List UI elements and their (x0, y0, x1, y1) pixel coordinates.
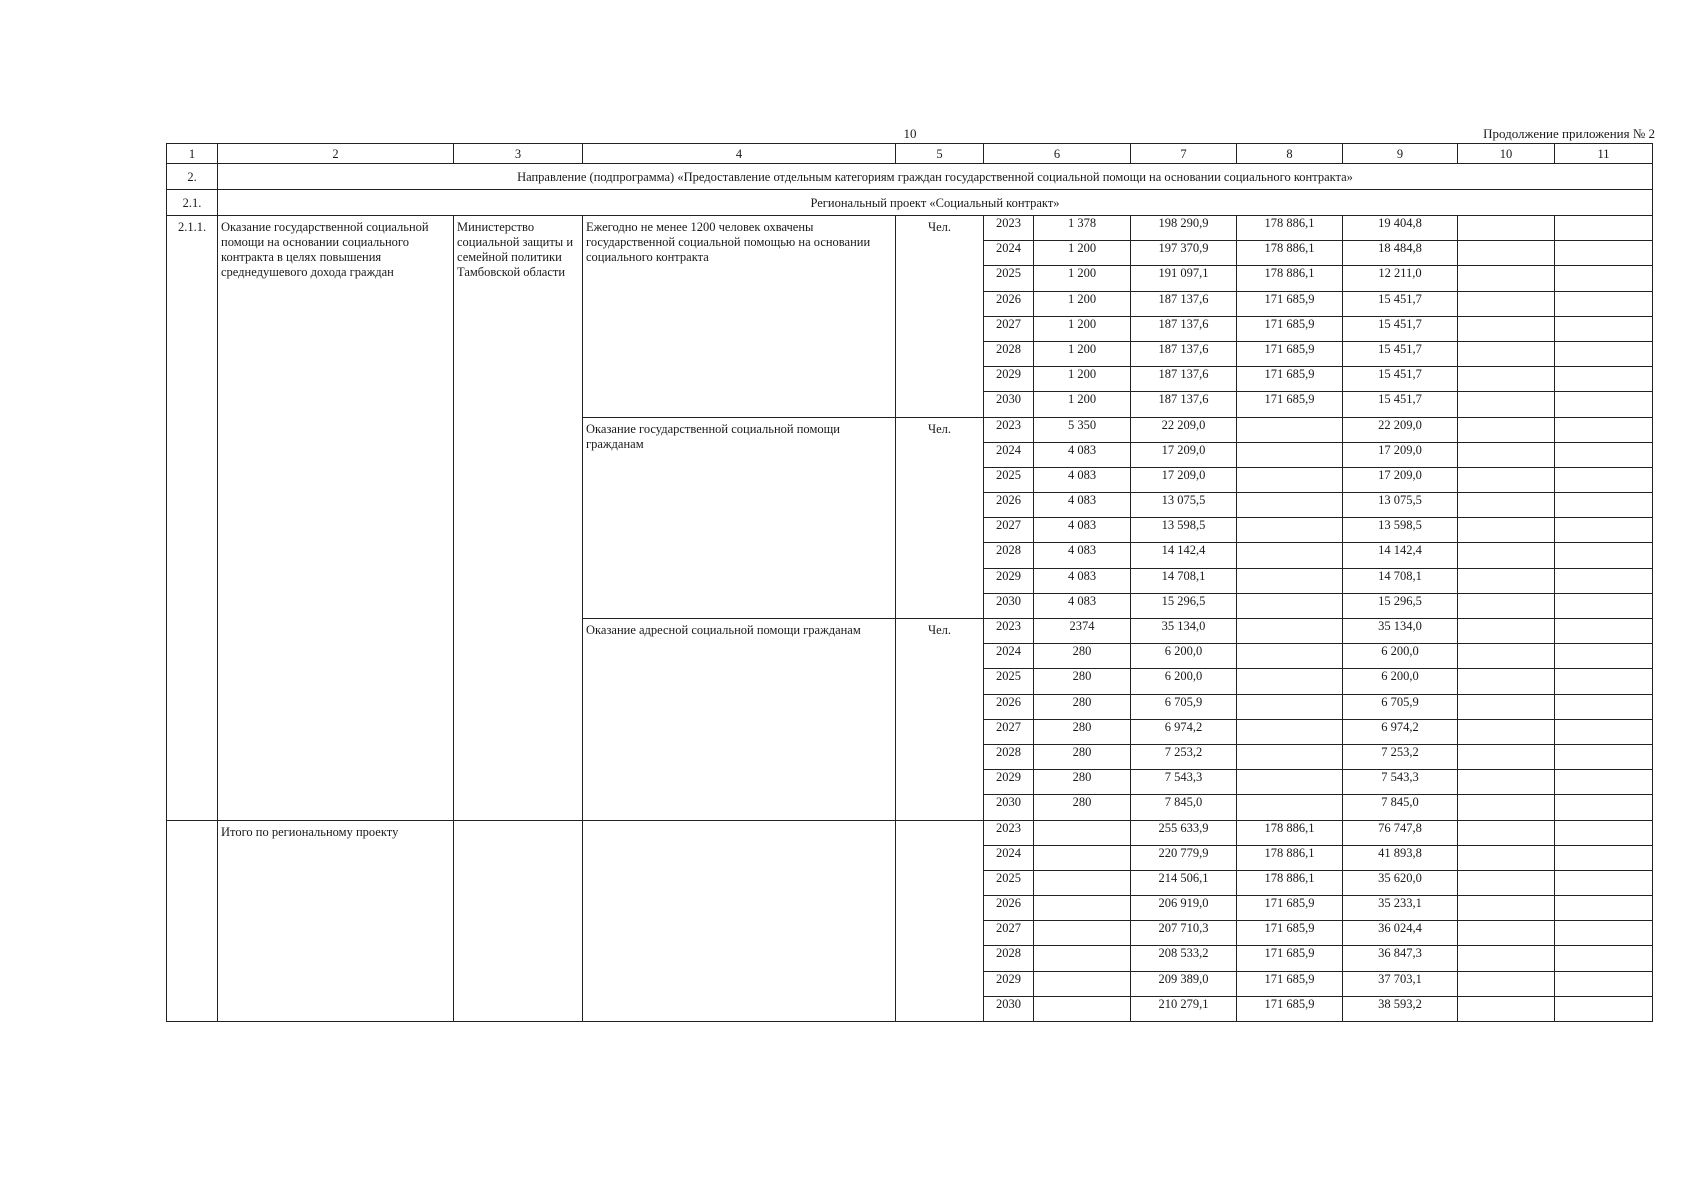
year-cell: 2026 (984, 694, 1034, 719)
year-cell: 2027 (984, 518, 1034, 543)
table-body (167, 144, 1653, 1022)
empty-cell (1458, 241, 1555, 266)
federal-funding-cell: 171 685,9 (1237, 996, 1343, 1021)
indicator-value-cell: 4 083 (1034, 442, 1131, 467)
indicator-unit: Чел. (896, 619, 984, 821)
indicator-value-cell: 1 378 (1034, 216, 1131, 241)
year-cell: 2028 (984, 946, 1034, 971)
total-funding-cell: 13 075,5 (1131, 493, 1237, 518)
regional-funding-cell: 41 893,8 (1343, 845, 1458, 870)
federal-funding-cell: 171 685,9 (1237, 341, 1343, 366)
year-cell: 2023 (984, 820, 1034, 845)
indicator-value-cell: 280 (1034, 795, 1131, 820)
year-cell: 2024 (984, 442, 1034, 467)
regional-funding-cell: 15 451,7 (1343, 392, 1458, 417)
federal-funding-cell (1237, 543, 1343, 568)
year-cell: 2026 (984, 896, 1034, 921)
federal-funding-cell (1237, 694, 1343, 719)
empty-cell (1458, 870, 1555, 895)
total-funding-cell: 210 279,1 (1131, 996, 1237, 1021)
federal-funding-cell (1237, 744, 1343, 769)
total-funding-cell: 7 543,3 (1131, 770, 1237, 795)
column-number: 11 (1555, 144, 1653, 164)
empty-cell (1555, 467, 1653, 492)
empty-cell (1555, 316, 1653, 341)
year-cell: 2028 (984, 744, 1034, 769)
empty-cell (1458, 795, 1555, 820)
total-funding-cell: 14 142,4 (1131, 543, 1237, 568)
empty-cell (1458, 543, 1555, 568)
empty-cell (1458, 568, 1555, 593)
federal-funding-cell (1237, 619, 1343, 644)
empty-cell (1034, 946, 1131, 971)
empty-cell (1555, 870, 1653, 895)
empty-cell (1555, 392, 1653, 417)
regional-funding-cell: 35 620,0 (1343, 870, 1458, 895)
total-funding-cell: 6 705,9 (1131, 694, 1237, 719)
empty-cell (1555, 593, 1653, 618)
indicator-value-cell: 1 200 (1034, 241, 1131, 266)
regional-funding-cell: 14 708,1 (1343, 568, 1458, 593)
empty-cell (1458, 946, 1555, 971)
empty-cell (1555, 518, 1653, 543)
regional-funding-cell: 36 847,3 (1343, 946, 1458, 971)
federal-funding-cell (1237, 417, 1343, 442)
empty-cell (1034, 971, 1131, 996)
measure-code: 2.1.1. (167, 216, 218, 821)
column-number: 7 (1131, 144, 1237, 164)
total-funding-cell: 206 919,0 (1131, 896, 1237, 921)
indicator-value-cell: 5 350 (1034, 417, 1131, 442)
federal-funding-cell: 178 886,1 (1237, 820, 1343, 845)
indicator-value-cell: 1 200 (1034, 291, 1131, 316)
regional-funding-cell: 76 747,8 (1343, 820, 1458, 845)
year-cell: 2030 (984, 392, 1034, 417)
indicator-value-cell: 4 083 (1034, 543, 1131, 568)
empty-cell (1555, 770, 1653, 795)
empty-cell (1555, 744, 1653, 769)
empty-cell (1458, 341, 1555, 366)
empty-cell (1555, 291, 1653, 316)
indicator-value-cell: 1 200 (1034, 316, 1131, 341)
empty-cell (1458, 820, 1555, 845)
column-number: 9 (1343, 144, 1458, 164)
regional-funding-cell: 18 484,8 (1343, 241, 1458, 266)
empty-cell (1458, 669, 1555, 694)
empty-cell (1555, 669, 1653, 694)
total-funding-cell: 14 708,1 (1131, 568, 1237, 593)
federal-funding-cell: 178 886,1 (1237, 216, 1343, 241)
indicator-value-cell: 1 200 (1034, 341, 1131, 366)
empty-cell (1458, 442, 1555, 467)
indicator-value-cell: 280 (1034, 644, 1131, 669)
regional-funding-cell: 35 134,0 (1343, 619, 1458, 644)
total-funding-cell: 22 209,0 (1131, 417, 1237, 442)
column-number: 10 (1458, 144, 1555, 164)
total-funding-cell: 13 598,5 (1131, 518, 1237, 543)
indicator-value-cell: 4 083 (1034, 493, 1131, 518)
year-cell: 2025 (984, 870, 1034, 895)
total-funding-cell: 214 506,1 (1131, 870, 1237, 895)
indicator-unit: Чел. (896, 216, 984, 418)
empty-cell (1458, 493, 1555, 518)
indicator-value-cell: 280 (1034, 669, 1131, 694)
regional-funding-cell: 6 705,9 (1343, 694, 1458, 719)
federal-funding-cell: 171 685,9 (1237, 921, 1343, 946)
indicator-value-cell: 4 083 (1034, 568, 1131, 593)
year-cell: 2029 (984, 971, 1034, 996)
year-cell: 2029 (984, 568, 1034, 593)
empty-cell (1555, 719, 1653, 744)
empty-cell (1458, 971, 1555, 996)
empty-cell (1458, 518, 1555, 543)
empty-cell (1555, 341, 1653, 366)
year-cell: 2027 (984, 719, 1034, 744)
federal-funding-cell (1237, 493, 1343, 518)
empty-cell (1555, 216, 1653, 241)
regional-funding-cell: 19 404,8 (1343, 216, 1458, 241)
indicator-value-cell: 2374 (1034, 619, 1131, 644)
empty-cell (1458, 291, 1555, 316)
federal-funding-cell (1237, 770, 1343, 795)
direction-code: 2. (167, 164, 218, 190)
regional-funding-cell: 15 451,7 (1343, 367, 1458, 392)
total-funding-cell: 17 209,0 (1131, 442, 1237, 467)
empty-cell (1555, 493, 1653, 518)
federal-funding-cell: 171 685,9 (1237, 291, 1343, 316)
year-cell: 2025 (984, 467, 1034, 492)
federal-funding-cell (1237, 593, 1343, 618)
program-table (166, 143, 1653, 1022)
column-number: 8 (1237, 144, 1343, 164)
indicator-value-cell: 4 083 (1034, 593, 1131, 618)
empty-cell (1555, 266, 1653, 291)
year-cell: 2024 (984, 845, 1034, 870)
regional-funding-cell: 15 451,7 (1343, 341, 1458, 366)
federal-funding-cell (1237, 442, 1343, 467)
year-cell: 2027 (984, 921, 1034, 946)
table-row (167, 216, 1653, 241)
total-row (167, 820, 1653, 845)
indicator-value-cell: 280 (1034, 719, 1131, 744)
federal-funding-cell: 171 685,9 (1237, 946, 1343, 971)
federal-funding-cell (1237, 568, 1343, 593)
total-funding-cell: 187 137,6 (1131, 367, 1237, 392)
empty-cell (1555, 946, 1653, 971)
regional-funding-cell: 12 211,0 (1343, 266, 1458, 291)
regional-funding-cell: 14 142,4 (1343, 543, 1458, 568)
empty-cell (1458, 996, 1555, 1021)
total-code-cell (167, 820, 218, 1022)
indicator-value-cell: 280 (1034, 744, 1131, 769)
year-cell: 2025 (984, 669, 1034, 694)
regional-funding-cell: 15 451,7 (1343, 316, 1458, 341)
empty-cell (1555, 795, 1653, 820)
empty-cell (1458, 744, 1555, 769)
regional-funding-cell: 17 209,0 (1343, 467, 1458, 492)
year-cell: 2026 (984, 493, 1034, 518)
total-funding-cell: 197 370,9 (1131, 241, 1237, 266)
total-funding-cell: 6 200,0 (1131, 644, 1237, 669)
regional-funding-cell: 17 209,0 (1343, 442, 1458, 467)
total-funding-cell: 17 209,0 (1131, 467, 1237, 492)
year-cell: 2030 (984, 996, 1034, 1021)
total-funding-cell: 6 200,0 (1131, 669, 1237, 694)
column-number: 4 (583, 144, 896, 164)
empty-cell (1034, 870, 1131, 895)
year-cell: 2029 (984, 770, 1034, 795)
year-cell: 2027 (984, 316, 1034, 341)
total-funding-cell: 187 137,6 (1131, 341, 1237, 366)
empty-cell (1555, 996, 1653, 1021)
column-number-row (167, 144, 1653, 164)
total-funding-cell: 208 533,2 (1131, 946, 1237, 971)
empty-cell (1034, 845, 1131, 870)
regional-funding-cell: 13 598,5 (1343, 518, 1458, 543)
year-cell: 2028 (984, 543, 1034, 568)
total-funding-cell: 187 137,6 (1131, 291, 1237, 316)
total-funding-cell: 187 137,6 (1131, 316, 1237, 341)
total-funding-cell: 255 633,9 (1131, 820, 1237, 845)
indicator-name: Оказание государственной социальной помощи гражданам (583, 417, 896, 619)
page-number: 10 (903, 126, 917, 141)
regional-funding-cell: 7 253,2 (1343, 744, 1458, 769)
total-funding-cell: 207 710,3 (1131, 921, 1237, 946)
column-number: 6 (984, 144, 1131, 164)
measure-executor: Министерство социальной защиты и семейной политики Тамбовской области (454, 216, 583, 821)
empty-cell (1555, 644, 1653, 669)
direction-title: Направление (подпрограмма) «Предоставление отдельным категориям граждан государственной социальной помощи на основании социального контракта» (218, 164, 1653, 190)
year-cell: 2026 (984, 291, 1034, 316)
empty-cell (1034, 896, 1131, 921)
empty-cell (1555, 417, 1653, 442)
empty-cell (1458, 593, 1555, 618)
empty-cell (1458, 392, 1555, 417)
empty-cell (1555, 845, 1653, 870)
empty-cell (1034, 820, 1131, 845)
regional-funding-cell: 13 075,5 (1343, 493, 1458, 518)
empty-cell (1458, 619, 1555, 644)
empty-cell (1555, 921, 1653, 946)
indicator-value-cell: 4 083 (1034, 467, 1131, 492)
measure-name: Оказание государственной социальной помощи на основании социального контракта в целях повышения среднедушевого дохода граждан (218, 216, 454, 821)
total-funding-cell: 191 097,1 (1131, 266, 1237, 291)
federal-funding-cell (1237, 719, 1343, 744)
federal-funding-cell: 171 685,9 (1237, 896, 1343, 921)
federal-funding-cell: 171 685,9 (1237, 971, 1343, 996)
regional-funding-cell: 7 543,3 (1343, 770, 1458, 795)
regional-funding-cell: 6 974,2 (1343, 719, 1458, 744)
empty-cell (1458, 316, 1555, 341)
total-funding-cell: 15 296,5 (1131, 593, 1237, 618)
indicator-value-cell: 1 200 (1034, 367, 1131, 392)
federal-funding-cell (1237, 669, 1343, 694)
indicator-name: Оказание адресной социальной помощи гражданам (583, 619, 896, 821)
empty-cell (1555, 896, 1653, 921)
total-funding-cell: 7 253,2 (1131, 744, 1237, 769)
project-row (167, 190, 1653, 216)
empty-cell (1555, 971, 1653, 996)
empty-cell (1458, 644, 1555, 669)
regional-funding-cell: 36 024,4 (1343, 921, 1458, 946)
regional-funding-cell: 22 209,0 (1343, 417, 1458, 442)
empty-cell (1458, 845, 1555, 870)
regional-funding-cell: 37 703,1 (1343, 971, 1458, 996)
empty-cell (1458, 921, 1555, 946)
federal-funding-cell: 171 685,9 (1237, 367, 1343, 392)
empty-cell (1458, 467, 1555, 492)
empty-cell (1555, 543, 1653, 568)
direction-row (167, 164, 1653, 190)
federal-funding-cell (1237, 644, 1343, 669)
year-cell: 2023 (984, 619, 1034, 644)
regional-funding-cell: 35 233,1 (1343, 896, 1458, 921)
empty-cell (1034, 996, 1131, 1021)
year-cell: 2023 (984, 216, 1034, 241)
federal-funding-cell: 178 886,1 (1237, 870, 1343, 895)
empty-cell (1458, 367, 1555, 392)
total-funding-cell: 198 290,9 (1131, 216, 1237, 241)
empty-cell (1555, 820, 1653, 845)
indicator-value-cell: 280 (1034, 770, 1131, 795)
empty-cell (1555, 367, 1653, 392)
year-cell: 2024 (984, 644, 1034, 669)
federal-funding-cell: 178 886,1 (1237, 845, 1343, 870)
federal-funding-cell (1237, 518, 1343, 543)
total-funding-cell: 6 974,2 (1131, 719, 1237, 744)
federal-funding-cell: 178 886,1 (1237, 241, 1343, 266)
total-executor-cell (454, 820, 583, 1022)
empty-cell (1458, 896, 1555, 921)
indicator-value-cell: 4 083 (1034, 518, 1131, 543)
indicator-value-cell: 1 200 (1034, 266, 1131, 291)
federal-funding-cell (1237, 467, 1343, 492)
indicator-value-cell: 280 (1034, 694, 1131, 719)
column-number: 2 (218, 144, 454, 164)
year-cell: 2028 (984, 341, 1034, 366)
empty-cell (1555, 241, 1653, 266)
year-cell: 2024 (984, 241, 1034, 266)
column-number: 5 (896, 144, 984, 164)
project-title: Региональный проект «Социальный контракт» (218, 190, 1653, 216)
column-number: 1 (167, 144, 218, 164)
year-cell: 2030 (984, 795, 1034, 820)
empty-cell (1458, 719, 1555, 744)
indicator-value-cell: 1 200 (1034, 392, 1131, 417)
empty-cell (1555, 619, 1653, 644)
federal-funding-cell: 171 685,9 (1237, 316, 1343, 341)
column-number: 3 (454, 144, 583, 164)
indicator-unit: Чел. (896, 417, 984, 619)
year-cell: 2029 (984, 367, 1034, 392)
federal-funding-cell: 178 886,1 (1237, 266, 1343, 291)
total-funding-cell: 209 389,0 (1131, 971, 1237, 996)
total-unit-cell (896, 820, 984, 1022)
regional-funding-cell: 6 200,0 (1343, 669, 1458, 694)
total-funding-cell: 7 845,0 (1131, 795, 1237, 820)
regional-funding-cell: 15 296,5 (1343, 593, 1458, 618)
empty-cell (1555, 442, 1653, 467)
total-funding-cell: 187 137,6 (1131, 392, 1237, 417)
federal-funding-cell: 171 685,9 (1237, 392, 1343, 417)
regional-funding-cell: 6 200,0 (1343, 644, 1458, 669)
total-label: Итого по региональному проекту (218, 820, 454, 1022)
project-code: 2.1. (167, 190, 218, 216)
empty-cell (1555, 568, 1653, 593)
empty-cell (1458, 694, 1555, 719)
year-cell: 2023 (984, 417, 1034, 442)
year-cell: 2025 (984, 266, 1034, 291)
empty-cell (1458, 417, 1555, 442)
regional-funding-cell: 7 845,0 (1343, 795, 1458, 820)
empty-cell (1034, 921, 1131, 946)
empty-cell (1555, 694, 1653, 719)
year-cell: 2030 (984, 593, 1034, 618)
federal-funding-cell (1237, 795, 1343, 820)
appendix-continuation-label: Продолжение приложения № 2 (1483, 126, 1655, 141)
total-funding-cell: 220 779,9 (1131, 845, 1237, 870)
regional-funding-cell: 38 593,2 (1343, 996, 1458, 1021)
empty-cell (1458, 216, 1555, 241)
regional-funding-cell: 15 451,7 (1343, 291, 1458, 316)
empty-cell (1458, 266, 1555, 291)
total-indicator-cell (583, 820, 896, 1022)
total-funding-cell: 35 134,0 (1131, 619, 1237, 644)
indicator-name: Ежегодно не менее 1200 человек охвачены государственной социальной помощью на основании социального контракта (583, 216, 896, 418)
empty-cell (1458, 770, 1555, 795)
